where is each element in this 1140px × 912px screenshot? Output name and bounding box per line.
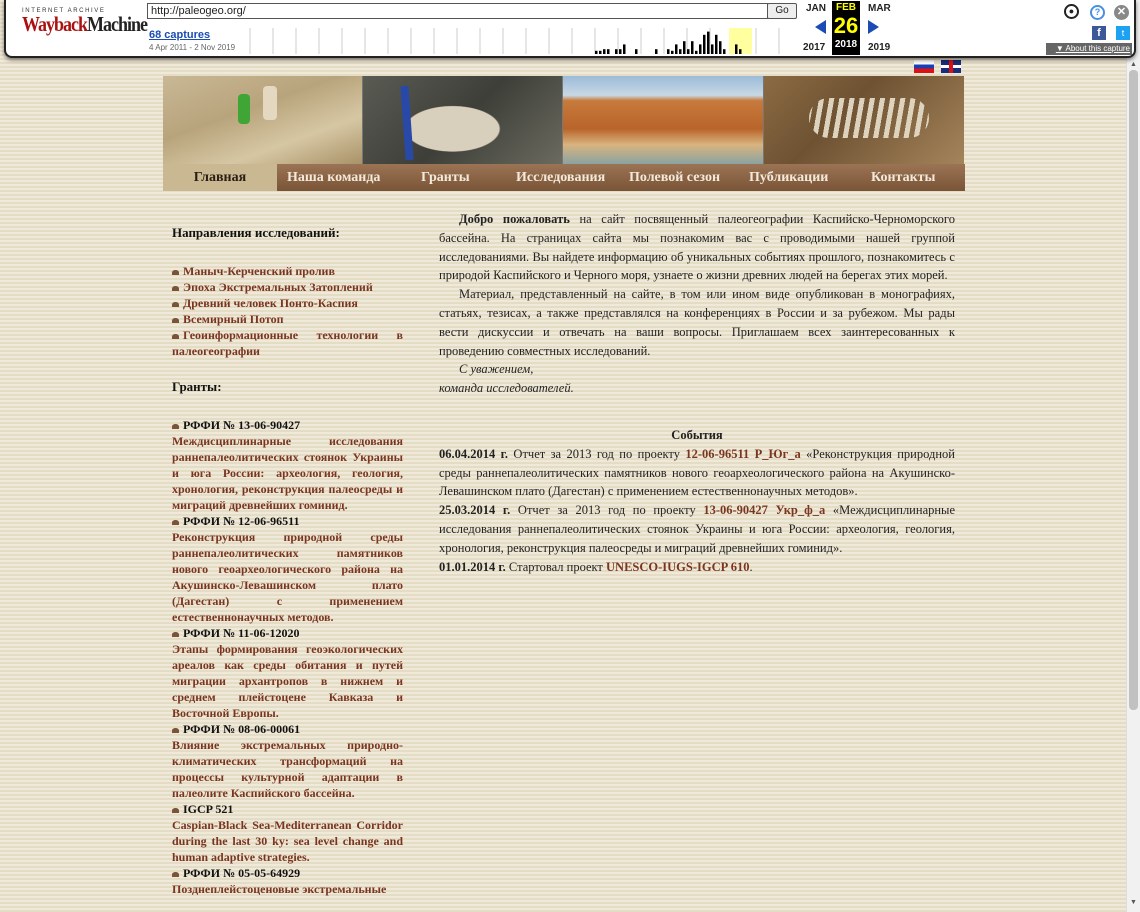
scroll-up-icon[interactable]: ▲ — [1130, 60, 1137, 68]
event-date: 01.01.2014 г. — [439, 559, 506, 574]
capture-bar[interactable] — [739, 49, 742, 54]
event-item: 06.04.2014 г. Отчет за 2013 год по проекту 12-06-96511 Р_Юг_а «Реконструкция природной среды раннепалеолитических памятников нового геоархеологического района на Акушинско-Левашинском плато (Дагестан) с применением естественнонаучных методов». — [439, 446, 955, 499]
facebook-icon[interactable]: f — [1092, 26, 1106, 40]
research-heading: Направления исследований: — [172, 225, 340, 240]
main-content — [439, 210, 955, 576]
grant-id: РФФИ № 11-06-12020 — [172, 625, 403, 641]
go-button[interactable]: Go — [767, 3, 797, 19]
bullet-icon — [172, 520, 179, 525]
twitter-icon[interactable]: t — [1116, 26, 1130, 40]
vertical-scrollbar[interactable] — [1126, 0, 1140, 912]
header-banner — [163, 76, 965, 164]
grant-title-link[interactable]: Реконструкция природной среды раннепалеолитических памятников нового геоархеологического района на Акушинско-Левашинском плато (Дагестан) с применением естественнонаучных методов. — [172, 530, 403, 624]
capture-bar[interactable] — [671, 51, 674, 54]
capture-bar[interactable] — [595, 51, 598, 54]
bullet-icon — [172, 286, 179, 291]
grant-item — [172, 513, 403, 625]
capture-bar[interactable] — [719, 41, 722, 54]
capture-bar[interactable] — [607, 49, 610, 54]
bullet-icon — [172, 808, 179, 813]
nav-field-season[interactable]: Полевой сезон — [629, 170, 721, 185]
capture-bar[interactable] — [623, 44, 626, 54]
next-capture-icon[interactable] — [868, 20, 879, 34]
capture-bar[interactable] — [615, 49, 618, 54]
current-month: FEB — [836, 2, 856, 13]
capture-bar[interactable] — [707, 32, 710, 54]
nav-team[interactable]: Наша команда — [287, 170, 381, 185]
grant-item — [172, 801, 403, 865]
capture-bar[interactable] — [635, 49, 638, 54]
capture-bar[interactable] — [715, 35, 718, 54]
photo-fossil-bones — [764, 76, 964, 164]
help-icon[interactable]: ? — [1090, 5, 1105, 20]
nav-publications[interactable]: Публикации — [749, 170, 829, 185]
photo-excavation — [163, 76, 363, 164]
bullet-icon — [172, 270, 179, 275]
research-item[interactable]: Древний человек Понто-Каспия — [172, 295, 403, 311]
grant-title-link[interactable]: Этапы формирования геоэкологических ареалов как среды обитания и путей миграции архантропов в нижнем и среднем плейстоцене Кавказа и Восточной Европы. — [172, 642, 403, 720]
bullet-icon — [172, 632, 179, 637]
capture-bar[interactable] — [691, 41, 694, 54]
scroll-thumb[interactable] — [1129, 70, 1138, 710]
capture-bar[interactable] — [667, 49, 670, 54]
capture-bar[interactable] — [679, 49, 682, 54]
about-capture-button[interactable]: ▼ About this capture — [1046, 43, 1132, 55]
info-paragraph: Материал, представленный на сайте, в том или ином виде опубликован в монографиях, статьях, тезисах, а также представлялся на конференциях в России и за рубежом. Мы рады вести дискуссии и отвечать на ваши вопросы. Приглашаем всех заинтересованных к проведению совместных исследований. — [439, 287, 955, 358]
next-year[interactable]: 2019 — [868, 42, 891, 53]
main-nav — [163, 164, 965, 191]
bullet-icon — [172, 872, 179, 877]
research-item[interactable]: Геоинформационные технологии в палеогеографии — [172, 328, 403, 358]
capture-range: 4 Apr 2011 - 2 Nov 2019 — [149, 43, 236, 52]
nav-grants[interactable]: Гранты — [421, 170, 470, 185]
current-year: 2018 — [834, 39, 858, 50]
welcome-paragraph: Добро пожаловать на сайт посвященный палеогеографии Каспийско-Черноморского бассейна. На страницах сайта мы познакомим вас с проводимыми нашей группой исследованиями. Вы найдете информацию об уникальных событиях прошлого, познакомитесь с природой Каспийского и Черного моря, узнаете о жизни древних людей на берегах этих морей. — [439, 212, 955, 283]
english-flag-icon[interactable] — [941, 60, 961, 73]
signature-line2: команда исследователей. — [439, 381, 574, 396]
wayback-toolbar — [4, 0, 1136, 58]
capture-bar[interactable] — [735, 44, 738, 54]
close-icon[interactable]: ✕ — [1114, 5, 1129, 20]
grant-id: РФФИ № 05-05-64929 — [172, 865, 403, 881]
capture-bar[interactable] — [695, 51, 698, 54]
signature-line1: С уважением, — [459, 362, 534, 377]
grant-title-link[interactable]: Позднеплейстоценовые экстремальные — [172, 882, 387, 896]
grant-id: РФФИ № 08-06-00061 — [172, 721, 403, 737]
capture-bar[interactable] — [603, 49, 606, 54]
event-link[interactable]: 12-06-96511 Р_Юг_а — [685, 446, 801, 461]
grant-id: РФФИ № 12-06-96511 — [172, 513, 403, 529]
prev-year[interactable]: 2017 — [803, 42, 826, 53]
current-capture — [832, 1, 860, 55]
bullet-icon — [172, 334, 179, 339]
capture-bar[interactable] — [619, 49, 622, 54]
grant-item — [172, 417, 403, 513]
current-day: 26 — [833, 13, 859, 38]
grants-heading: Гранты: — [172, 379, 222, 394]
bullet-icon — [172, 424, 179, 429]
capture-bar[interactable] — [699, 44, 702, 54]
capture-bar[interactable] — [723, 49, 726, 54]
grant-item — [172, 865, 403, 897]
prev-month[interactable]: JAN — [806, 3, 827, 14]
research-item[interactable]: Маныч-Керченский пролив — [172, 263, 403, 279]
grant-id: IGCP 521 — [172, 801, 403, 817]
capture-bar[interactable] — [703, 35, 706, 54]
event-item: 25.03.2014 г. Отчет за 2013 год по проекту 13-06-90427 Укр_ф_а «Междисциплинарные исследования раннепалеолитических стоянок Украины и юга России: археология, геология, хронология, реконструкция палеосреды и миграций древнейших гоминид». — [439, 503, 955, 555]
photo-coastal-cliff — [563, 76, 764, 164]
captures-link[interactable]: 68 captures — [149, 29, 211, 41]
capture-bar[interactable] — [599, 51, 602, 54]
grant-title-link[interactable]: Caspian-Black Sea-Mediterranean Corridor during the last 30 ky: sea level change and human adaptive strategies. — [172, 818, 403, 864]
capture-bar[interactable] — [683, 41, 686, 54]
next-month[interactable]: MAR — [868, 3, 891, 14]
event-item: 01.01.2014 г. Стартовал проект UNESCO-IUGS-IGCP 610. — [439, 559, 753, 574]
research-item[interactable]: Эпоха Экстремальных Затоплений — [172, 279, 403, 295]
grant-item — [172, 721, 403, 801]
event-date: 06.04.2014 г. — [439, 446, 509, 461]
event-link[interactable]: UNESCO-IUGS-IGCP 610 — [606, 559, 750, 574]
prev-capture-icon[interactable] — [815, 20, 826, 34]
bullet-icon — [172, 728, 179, 733]
captures-sparkline[interactable] — [238, 28, 783, 54]
wayback-logo[interactable] — [22, 8, 148, 36]
nav-home[interactable]: Главная — [163, 164, 277, 191]
grant-title-link[interactable]: Влияние экстремальных природно-климатических трансформаций на процессы культурной адаптации в палеолите Каспийского бассейна. — [172, 738, 403, 800]
capture-bar[interactable] — [687, 49, 690, 54]
scroll-down-icon[interactable]: ▼ — [1130, 898, 1137, 906]
event-date: 25.03.2014 г. — [439, 503, 511, 518]
user-icon[interactable]: ● — [1064, 4, 1079, 19]
event-link[interactable]: 13-06-90427 Укр_ф_а — [703, 503, 826, 518]
sidebar — [172, 225, 403, 897]
capture-bar[interactable] — [711, 44, 714, 54]
capture-bar[interactable] — [675, 44, 678, 54]
grant-id: РФФИ № 13-06-90427 — [172, 417, 403, 433]
grant-title-link[interactable]: Междисциплинарные исследования раннепалеолитических стоянок Украины и юга России: археология, геология, хронология, реконструкция палеосреды и миграций древнейших гоминид. — [172, 434, 403, 512]
research-item[interactable]: Всемирный Потоп — [172, 311, 403, 327]
logo-wayback-machine: WaybackMachine — [22, 12, 148, 36]
grant-item — [172, 625, 403, 721]
photo-fossil-shell — [363, 76, 563, 164]
url-input[interactable]: http://paleogeo.org/ — [147, 3, 768, 19]
russian-flag-icon[interactable] — [914, 60, 934, 73]
logo-internet-archive: INTERNET ARCHIVE — [22, 8, 106, 14]
nav-research[interactable]: Исследования — [516, 170, 606, 185]
events-heading: События — [671, 427, 723, 442]
bullet-icon — [172, 318, 179, 323]
capture-bar[interactable] — [655, 49, 658, 54]
nav-contacts[interactable]: Контакты — [871, 170, 936, 185]
bullet-icon — [172, 302, 179, 307]
